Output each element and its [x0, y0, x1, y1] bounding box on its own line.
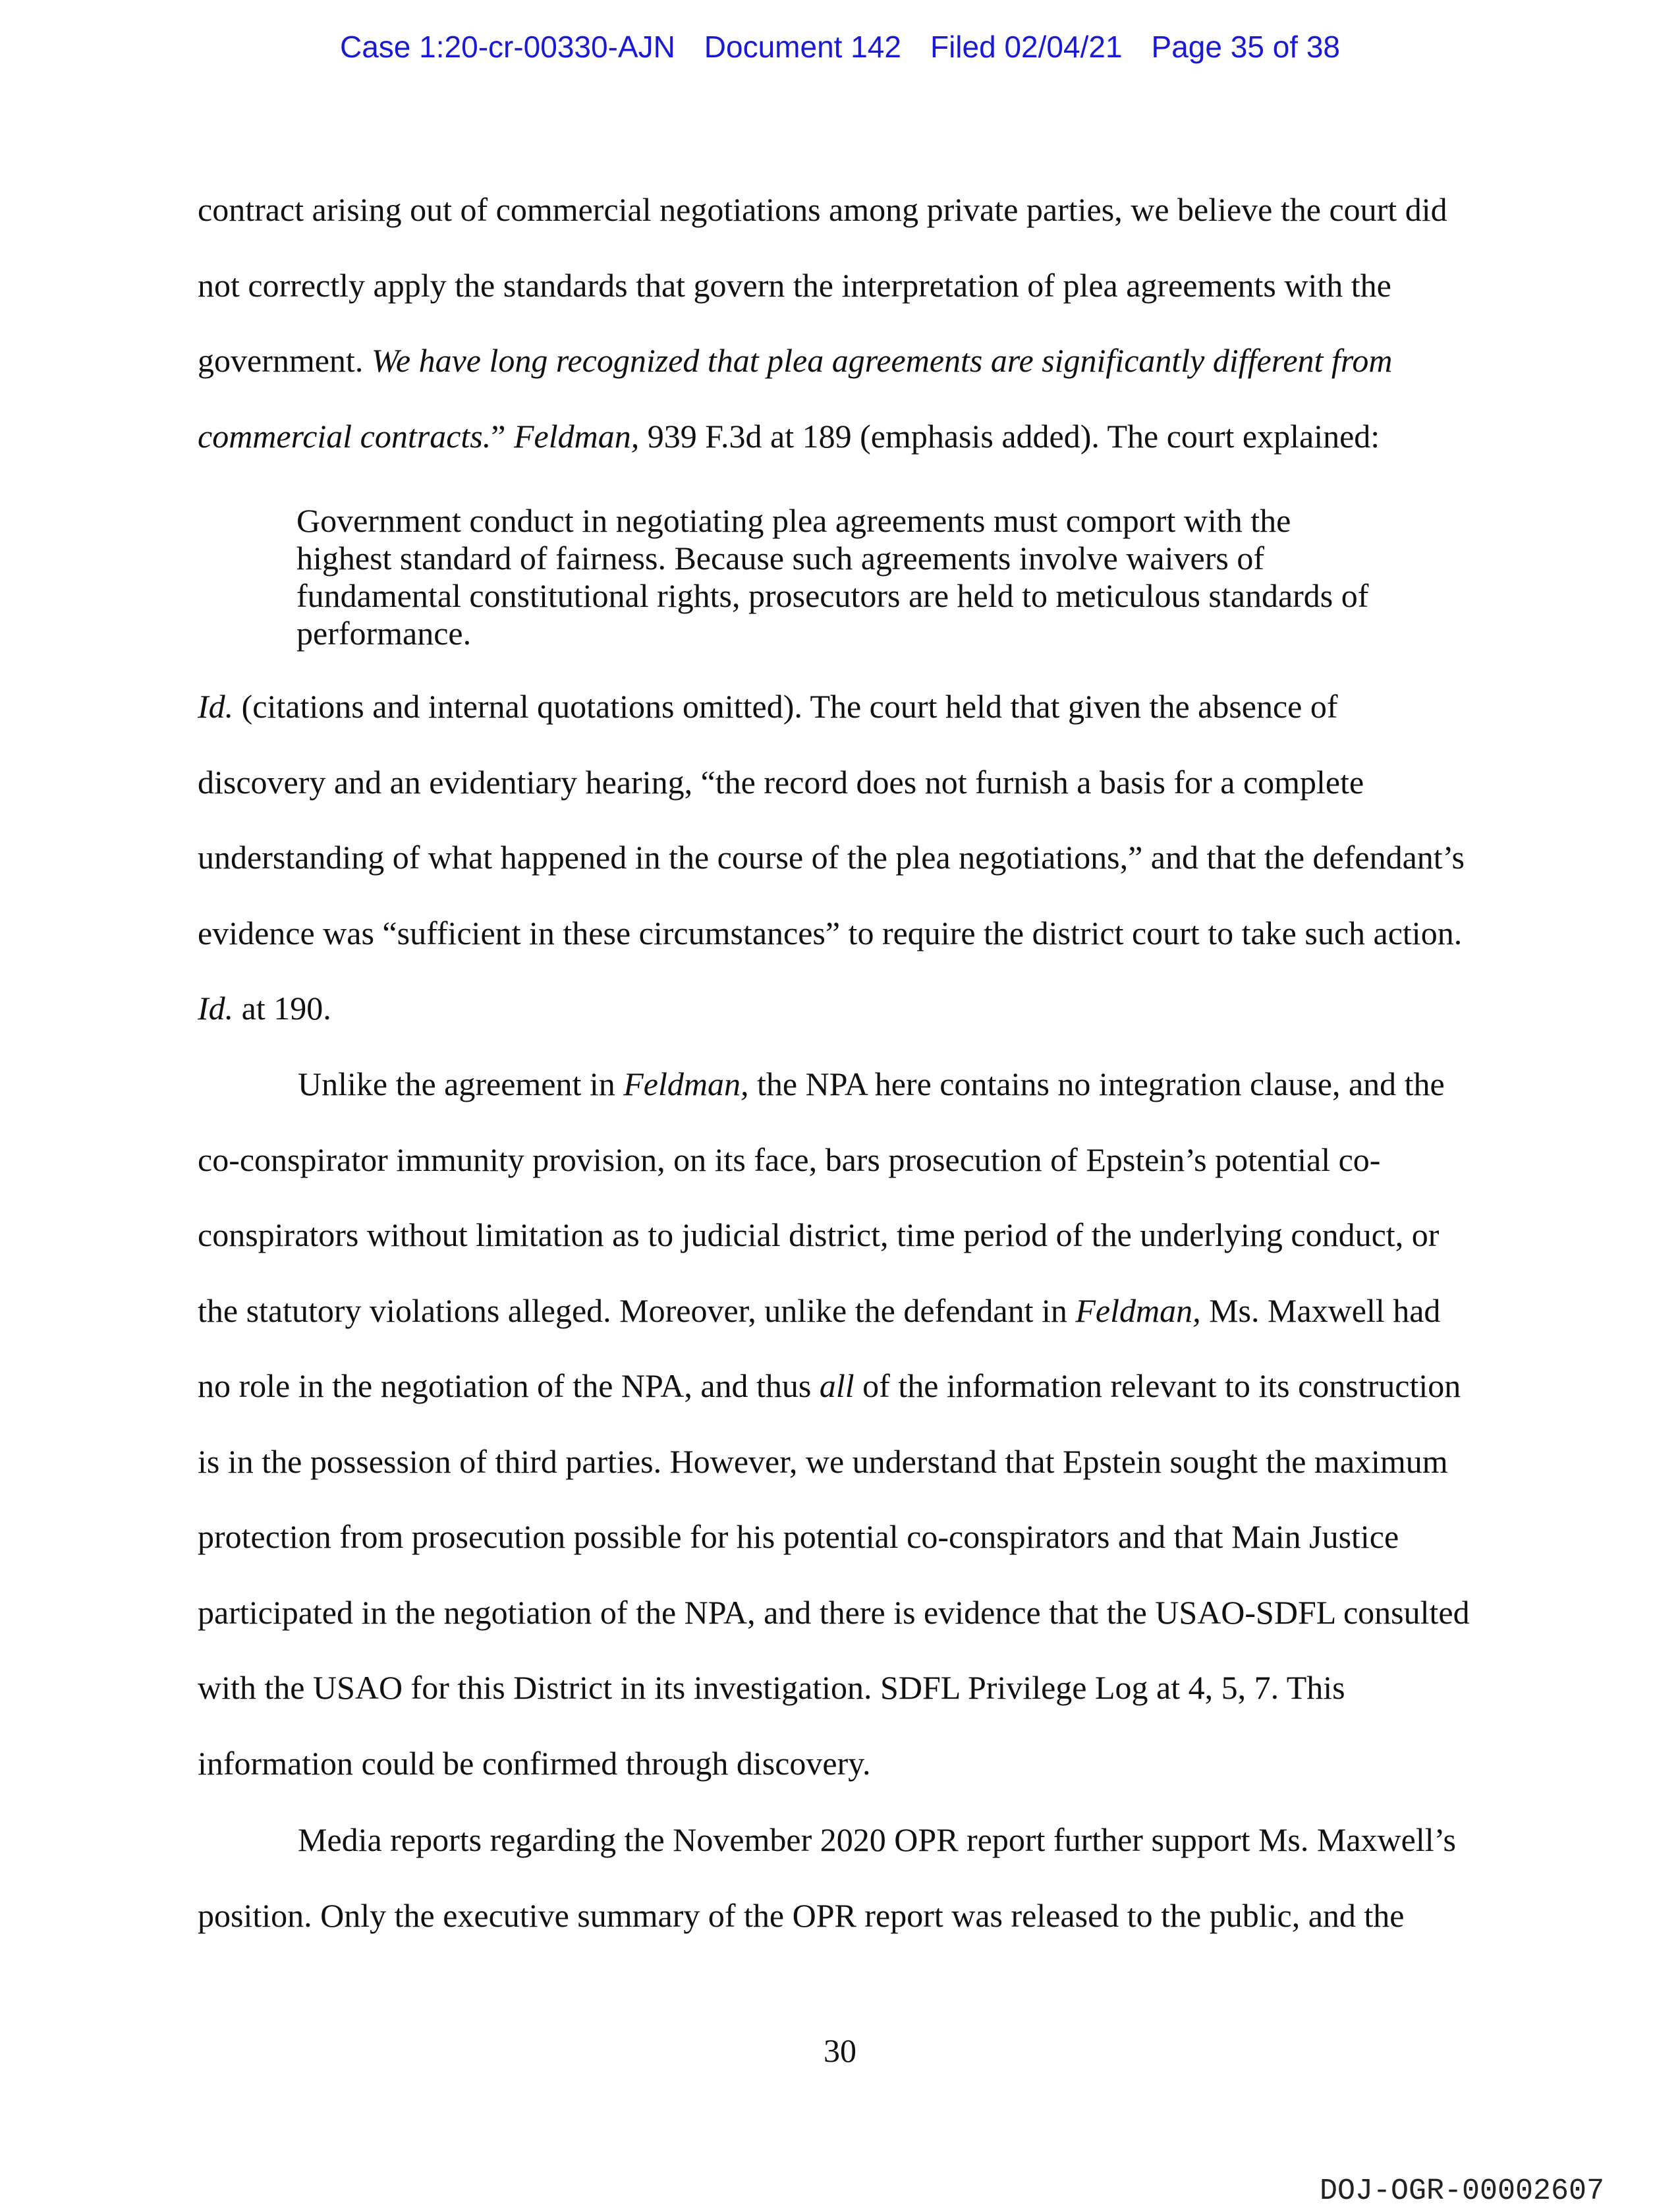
text-run: evidence was “sufficient in these circumstances” to require the district court to take such action.	[198, 914, 1463, 951]
text-run: conspirators without limitation as to judicial district, time period of the underlying conduct, or	[198, 1216, 1440, 1253]
paragraph-3-line	[198, 1593, 1470, 1631]
text-run: of the information relevant to its construction	[854, 1367, 1461, 1404]
block-quote-line: Government conduct in negotiating plea agreements must comport with the	[296, 502, 1291, 539]
paragraph-3-line	[298, 1067, 1445, 1100]
italic-text: Id.	[198, 688, 234, 725]
text-run: understanding of what happened in the course of the plea negotiations,” and that the defendant’s	[198, 839, 1465, 876]
paragraph-2-line	[198, 992, 331, 1025]
block-quote-line: fundamental constitutional rights, prosecutors are held to meticulous standards of	[296, 577, 1369, 614]
text-run: the NPA here contains no integration clause, and the	[748, 1065, 1445, 1102]
text-run: position. Only the executive summary of the OPR report was released to the public, and the	[198, 1896, 1405, 1934]
paragraph-3-line	[198, 1369, 1461, 1402]
text-run: Media reports regarding the November 2020 OPR report further support Ms. Maxwell’s	[298, 1821, 1456, 1858]
paragraph-3-line	[198, 1744, 871, 1782]
italic-text: We have long recognized that plea agreements are significantly different from	[371, 342, 1393, 379]
block-quote-line: highest standard of fairness. Because such agreements involve waivers of	[296, 540, 1264, 577]
paragraph-3-line	[198, 1218, 1439, 1251]
paragraph-3-line	[198, 1291, 1441, 1329]
paragraph-2-line	[198, 841, 1465, 874]
italic-text: Feldman,	[513, 417, 640, 455]
block-quote-line: performance.	[296, 615, 472, 652]
text-run: government.	[198, 342, 372, 379]
text-run: is in the possession of third parties. However, we understand that Epstein sought the maximum	[198, 1442, 1448, 1480]
text-run: protection from prosecution possible for his potential co-conspirators and that Main Justice	[198, 1518, 1399, 1555]
text-run: contract arising out of commercial negotiations among private parties, we believe the court did	[198, 191, 1447, 228]
text-run: participated in the negotiation of the NPA, and there is evidence that the USAO-SDFL consulted	[198, 1593, 1470, 1631]
paragraph-4-line	[298, 1823, 1456, 1856]
text-run: ”	[491, 417, 514, 455]
paragraph-3-line	[198, 1143, 1380, 1176]
case-number: Case 1:20-cr-00330-AJN	[340, 30, 675, 64]
paragraph-1-line	[198, 193, 1447, 226]
page-number: 30	[824, 2032, 856, 2069]
text-run: co-conspirator immunity provision, on its face, bars prosecution of Epstein’s potential co-	[198, 1141, 1381, 1178]
text-run: discovery and an evidentiary hearing, “the record does not furnish a basis for a complete	[198, 763, 1364, 801]
paragraph-2-line	[198, 763, 1364, 801]
text-run: information could be confirmed through discovery.	[198, 1744, 871, 1782]
filed-date: Filed 02/04/21	[930, 30, 1123, 64]
italic-text: all	[819, 1367, 854, 1404]
italic-text: Id.	[198, 990, 234, 1027]
text-run: not correctly apply the standards that govern the interpretation of plea agreements with the	[198, 266, 1391, 304]
paragraph-2-line	[198, 914, 1463, 951]
text-run: with the USAO for this District in its investigation. SDFL Privilege Log at 4, 5, 7. This	[198, 1669, 1345, 1706]
case-header	[0, 29, 1680, 65]
text-run: Ms. Maxwell had	[1200, 1291, 1441, 1329]
text-run: 939 F.3d at 189 (emphasis added). The court explained:	[639, 417, 1380, 455]
page-indicator: Page 35 of 38	[1151, 30, 1340, 64]
italic-text: commercial contracts.	[198, 417, 491, 455]
paragraph-4-line	[198, 1896, 1405, 1934]
paragraph-1-line	[198, 417, 1380, 455]
paragraph-2-line	[198, 690, 1338, 723]
paragraph-1-line	[198, 344, 1393, 377]
paragraph-3-line	[198, 1520, 1399, 1553]
text-run: Unlike the agreement in	[298, 1065, 624, 1102]
document-number: Document 142	[704, 30, 901, 64]
text-run: the statutory violations alleged. Moreover, unlike the defendant in	[198, 1291, 1076, 1329]
italic-text: Feldman,	[623, 1065, 749, 1102]
paragraph-3-line	[198, 1442, 1448, 1480]
text-run: at 190.	[233, 990, 331, 1027]
text-run: (citations and internal quotations omitted). The court held that given the absence of	[233, 688, 1338, 725]
bates-number: DOJ-OGR-00002607	[1320, 2174, 1605, 2208]
italic-text: Feldman,	[1075, 1291, 1201, 1329]
paragraph-1-line	[198, 266, 1391, 304]
paragraph-3-line	[198, 1671, 1345, 1704]
text-run: no role in the negotiation of the NPA, and thus	[198, 1367, 820, 1404]
